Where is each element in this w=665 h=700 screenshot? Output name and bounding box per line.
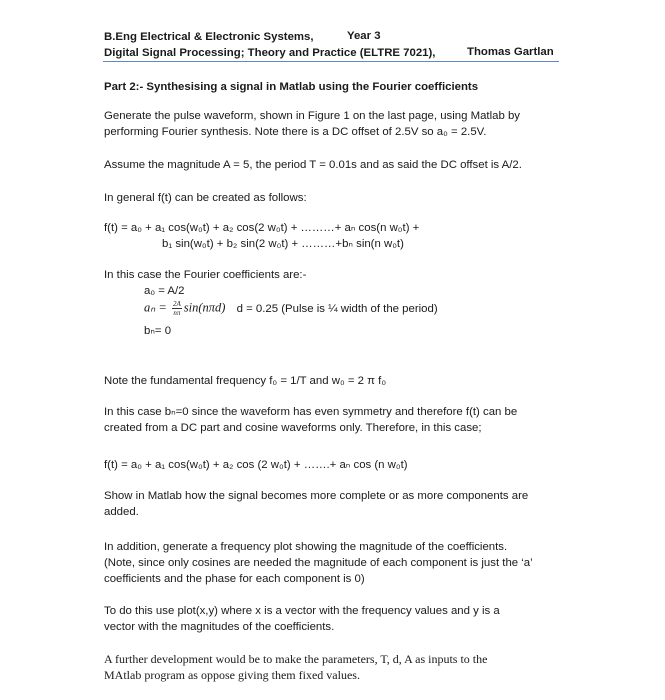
fundamental-text: Note the fundamental frequency f₀ = 1/T and w₀ = 2 π f₀ [104, 375, 387, 387]
intro-line-2: performing Fourier synthesis. Note there is a DC offset of 2.5V so a₀ = 2.5V. [104, 126, 487, 138]
further-line-2: MAtlab program as oppose giving them fixed values. [104, 668, 360, 682]
coefficients-intro: In this case the Fourier coefficients are:- [104, 269, 307, 281]
freqplot-line-3: coefficients and the phase for each component is 0) [104, 573, 365, 585]
coefficient-bn: bₙ= 0 [144, 325, 172, 337]
equation-2: f(t) = a₀ + a₁ cos(w₀t) + a₂ cos (2 w₀t) + …….+ aₙ cos (n w₀t) [104, 459, 408, 471]
plotxy-line-2: vector with the magnitudes of the coefficients. [104, 621, 335, 633]
show-line-2: added. [104, 506, 139, 518]
further-line-1: A further development would be to make the parameters, T, d, A as inputs to the [104, 652, 488, 666]
intro-line-1: Generate the pulse waveform, shown in Figure 1 on the last page, using Matlab by [104, 110, 520, 122]
even-line-1: In this case bₙ=0 since the waveform has even symmetry and therefore f(t) can be [104, 406, 518, 418]
assume-text: Assume the magnitude A = 5, the period T = 0.01s and as said the DC offset is A/2. [104, 159, 522, 171]
an-numerator: 2A [172, 300, 181, 308]
coefficient-a0: a₀ = A/2 [144, 285, 185, 297]
show-line-1: Show in Matlab how the signal becomes more complete or as more components are [104, 490, 529, 502]
header-author: Thomas Gartlan [467, 46, 554, 58]
an-lhs: aₙ = [144, 300, 167, 315]
header-year: Year 3 [347, 30, 381, 42]
general-text: In general f(t) can be created as follows: [104, 192, 307, 204]
equation-1-line-1: f(t) = a₀ + a₁ cos(w₀t) + a₂ cos(2 w₀t) + ………+ aₙ cos(n w₀t) + [104, 222, 420, 234]
equation-1-line-2: b₁ sin(w₀t) + b₂ sin(2 w₀t) + ………+bₙ sin(n w₀t) [162, 238, 404, 250]
even-line-2: created from a DC part and cosine waveforms only. Therefore, in this case; [104, 422, 482, 434]
plotxy-line-1: To do this use plot(x,y) where x is a vector with the frequency values and y is a [104, 605, 500, 617]
an-fraction [172, 300, 182, 317]
header-module: Digital Signal Processing; Theory and Practice (ELTRE 7021), [104, 47, 436, 59]
an-rhs: sin(nπd) [183, 300, 226, 315]
coefficient-an [144, 300, 438, 317]
freqplot-line-1: In addition, generate a frequency plot showing the magnitude of the coefficients. [104, 541, 508, 553]
header-rule [103, 61, 559, 62]
header-course: B.Eng Electrical & Electronic Systems, [104, 31, 314, 43]
an-denominator: nπ [173, 309, 181, 317]
an-note: d = 0.25 (Pulse is ¼ width of the period) [236, 302, 438, 315]
freqplot-line-2: (Note, since only cosines are needed the magnitude of each component is just the ‘a’ [104, 557, 533, 569]
section-title: Part 2:- Synthesising a signal in Matlab using the Fourier coefficients [104, 81, 479, 93]
